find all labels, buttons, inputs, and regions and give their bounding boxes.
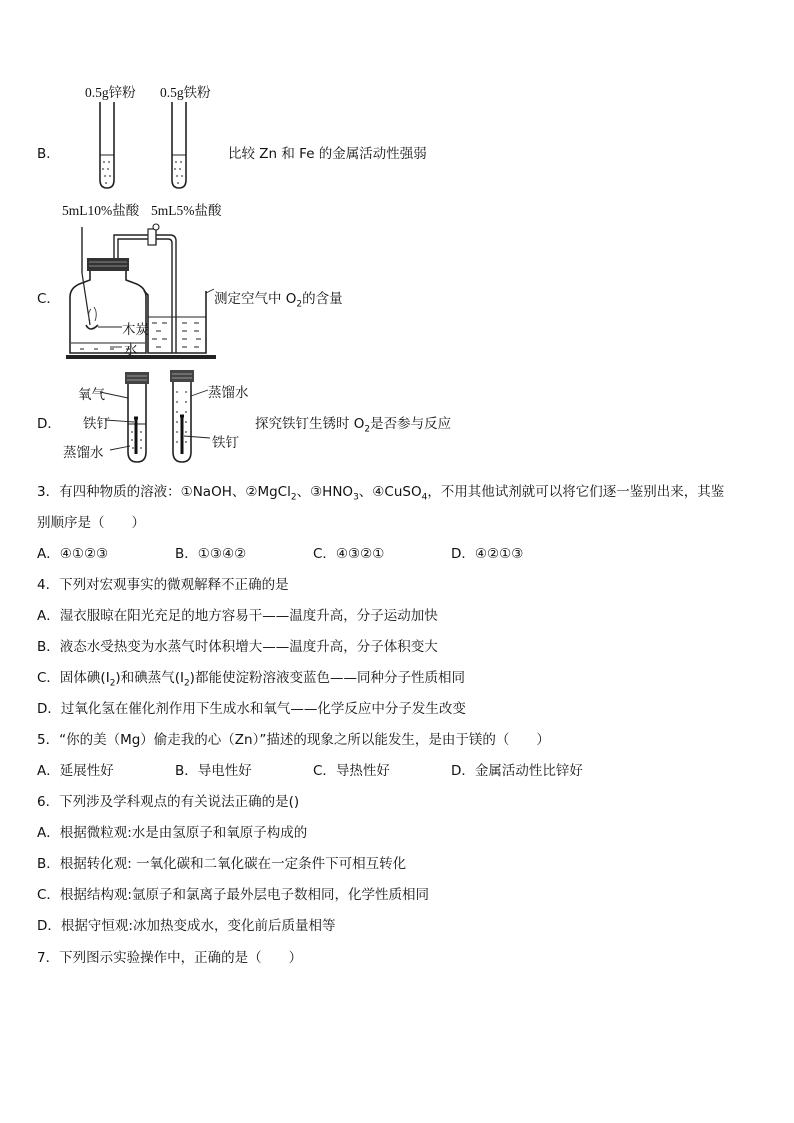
q7-stem: 7．下列图示实验操作中，正确的是（ ） xyxy=(37,950,303,966)
option-d-purpose: 探究铁钉生锈时 $O_2$是否参与反应 xyxy=(255,416,452,435)
q5-options xyxy=(37,759,583,779)
option-b-purpose: 比较 Zn 和 Fe 的金属活动性强弱 xyxy=(228,146,427,162)
acid-level-iron xyxy=(172,155,186,183)
q5-option-c[interactable]: C．导热性好 xyxy=(313,763,390,779)
acid-5-label: 5mL5%盐酸 xyxy=(151,203,222,218)
iron-nail-1 xyxy=(134,418,138,454)
acid-level-zinc xyxy=(100,155,114,183)
q4-stem: 4．下列对宏观事实的微观解释不正确的是 xyxy=(37,577,289,593)
test-tube-iron xyxy=(172,102,186,188)
beaker xyxy=(144,291,206,353)
q5-option-a[interactable]: A．延展性好 xyxy=(37,763,114,779)
tube-iron-label: 0.5g铁粉 xyxy=(160,85,211,100)
q4-option-b[interactable]: B．液态水受热变为水蒸气时体积增大——温度升高，分子体积变大 xyxy=(37,639,438,655)
q4-option-a[interactable]: A．湿衣服晾在阳光充足的地方容易干——温度升高，分子运动加快 xyxy=(37,608,438,624)
q6-option-c[interactable]: C．根据结构观:氩原子和氯离子最外层电子数相同，化学性质相同 xyxy=(37,887,429,903)
q3-option-c[interactable]: C．④③②① xyxy=(313,546,385,562)
q6-option-a[interactable]: A．根据微粒观:水是由氢原子和氧原子构成的 xyxy=(37,825,308,841)
q3-option-d[interactable]: D．④②①③ xyxy=(451,546,524,562)
option-c-letter: C． xyxy=(37,291,60,307)
burning-charcoal xyxy=(86,325,98,329)
q6-stem: 6．下列涉及学科观点的有关说法正确的是() xyxy=(37,794,300,810)
q5-option-d[interactable]: D．金属活动性比锌好 xyxy=(451,763,583,779)
q6-option-b[interactable]: B．根据转化观: 一氧化碳和二氧化碳在一定条件下可相互转化 xyxy=(37,856,407,872)
stopper-1 xyxy=(125,372,149,384)
q5-option-b[interactable]: B．导电性好 xyxy=(175,763,252,779)
option-c-purpose: 测定空气中 $O_2$的含量 xyxy=(214,291,343,310)
q3-stem-line2: 别顺序是（ ） xyxy=(37,515,145,531)
q4-option-d[interactable]: D．过氧化氢在催化剂作用下生成水和氧气——化学反应中分子发生改变 xyxy=(37,701,466,717)
option-d-letter: D． xyxy=(37,416,61,432)
iron-nail-2 xyxy=(180,416,184,454)
rust-test-tubes xyxy=(100,370,210,470)
water-label: 水 xyxy=(124,342,138,358)
oxygen-label: 氧气 xyxy=(78,387,105,403)
test-tubes-b-diagram xyxy=(90,100,200,190)
nail-label-1: 铁钉 xyxy=(83,416,110,432)
q3-stem-line1: 3．有四种物质的溶液：①NaOH、②MgCl$_2$、$③HNO_3$、④CuSO$_4$，不用其他试剂就可以将它们逐一鉴别出来，其鉴 xyxy=(37,484,725,503)
q3-option-b[interactable]: B．①③④② xyxy=(175,546,247,562)
q3-option-a[interactable]: A．④①②③ xyxy=(37,546,109,562)
distilled-water-label-2: 蒸馏水 xyxy=(208,385,249,401)
q3-options xyxy=(37,542,523,562)
acid-10-label: 5mL10%盐酸 xyxy=(62,203,140,218)
oxygen-measure-apparatus xyxy=(60,225,220,365)
q4-option-c[interactable]: C．固体碘$(I_2)$和碘蒸气$(I_2)$都能使淀粉溶液变蓝色——同种分子性质相同 xyxy=(37,670,465,689)
option-b-letter: B． xyxy=(37,146,60,162)
base-plate xyxy=(66,355,216,359)
spring-clamp xyxy=(148,229,156,245)
test-tube-zinc xyxy=(100,102,114,188)
q6-option-d[interactable]: D．根据守恒观:冰加热变成水，变化前后质量相等 xyxy=(37,918,336,934)
stopper-2 xyxy=(170,370,194,382)
tube-zinc-label: 0.5g锌粉 xyxy=(85,85,136,100)
distilled-water-label-1: 蒸馏水 xyxy=(63,445,104,461)
nail-label-2: 铁钉 xyxy=(212,435,239,451)
q5-stem: 5．“你的美（Mg）偷走我的心（Zn）”描述的现象之所以能发生，是由于镁的（ ） xyxy=(37,732,550,748)
charcoal-label: 木炭 xyxy=(122,322,149,338)
rubber-stopper xyxy=(87,258,129,271)
